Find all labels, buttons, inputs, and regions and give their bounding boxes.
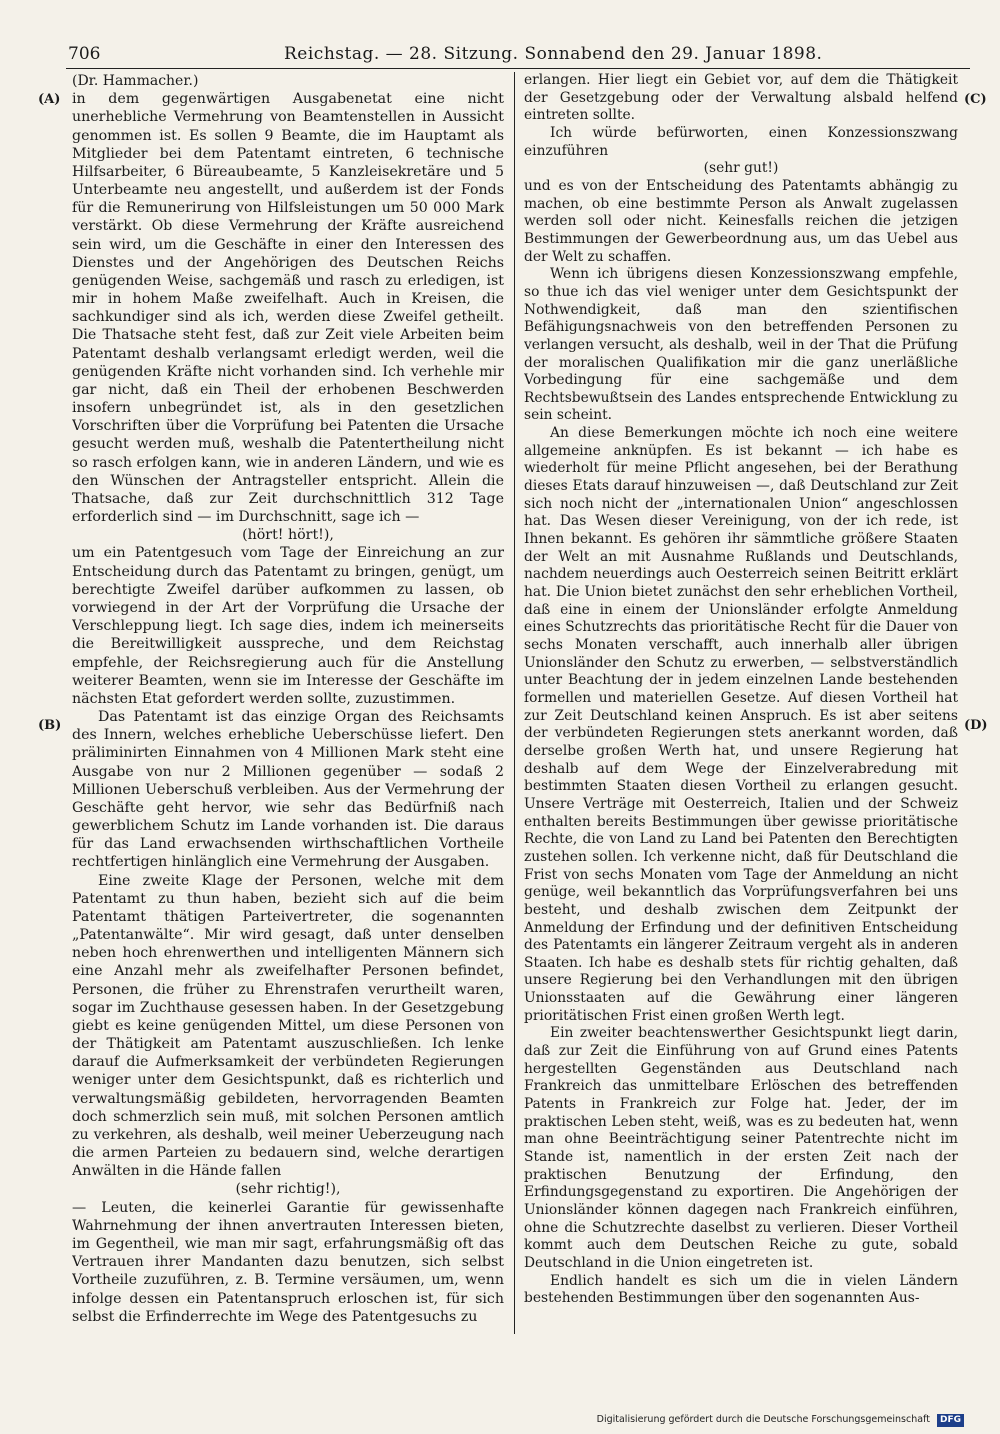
credit-text: Digitalisierung gefördert durch die Deutsche Forschungsgemeinschaft — [596, 1414, 930, 1425]
paragraph: — Leuten, die keinerlei Garantie für gewissenhafte Wahrnehmung der ihnen anvertrauten Interessen bieten, im Gegentheil, wie man mir sagt, erfahrungsmäßig oft das Vertrauen ihrer Mandanten dazu benutzen, sich selbst Vortheile zuzuführen, z. B. Termine versäumen, um, wenn infolge dessen ein Patentanspruch erloschen ist, für sich selbst die Erfinderrechte im Wege des Patentgesuchs zu — [72, 1199, 504, 1325]
paragraph: Endlich handelt es sich um die in vielen Ländern bestehenden Bestimmungen über den sogenannten Aus- — [524, 1272, 958, 1307]
section-marker-b: (B) — [38, 718, 62, 733]
left-column — [72, 72, 504, 1352]
page-header — [66, 42, 970, 66]
paragraph: Ein zweiter beachtenswerther Gesichtspunkt liegt darin, daß zur Zeit die Einführung von auf Grund eines Patents hergestellten Gegenständen aus Deutschland nach Frankreich das unmittelbare Erlöschen des betreffenden Patents in Frankreich zur Folge hat. Jeder, der im praktischen Leben steht, weiß, was es zu bedeuten hat, wenn man ohne Beeinträchtigung seiner Patentrechte nicht im Stande ist, namentlich in der ersten Zeit nach der praktischen Benutzung der Erfindung, den Erfindungsgegenstand zu exportiren. Die Angehörigen der Unionsländer können dagegen nach Frankreich einführen, ohne die Schutzrechte daselbst zu verlieren. Dieser Vortheil kommt auch dem Deutschen Reiche zu gute, sobald Deutschland in die Union eingetreten ist. — [524, 1025, 958, 1271]
paragraph: und es von der Entscheidung des Patentamts abhängig zu machen, ob eine bestimmte Person als Anwalt zugelassen werden soll oder nicht. Keinesfalls reichen die jetzigen Bestimmungen der Gewerbeordnung aus, um das Uebel aus der Welt zu schaffen. — [524, 177, 958, 265]
paragraph: Wenn ich übrigens diesen Konzessionszwang empfehle, so thue ich das viel weniger unter dem Gesichtspunkt der Nothwendigkeit, daß man den szientifischen Befähigungsnachweis von den betreffenden Personen zu verlangen versucht, als deshalb, weil in der That die Prüfung der moralischen Qualifikation mir die ganz unerläßliche Vorbedingung für eine sachgemäße und dem Rechtsbewußtsein des Landes entsprechende Entwicklung zu sein scheint. — [524, 266, 958, 424]
paragraph: Eine zweite Klage der Personen, welche mit dem Patentamt zu thun haben, bezieht sich auf die beim Patentamt thätigen Parteivertreter, die sogenannten „Patentanwälte“. Mir wird gesagt, daß unter denselben neben hoch ehrenwerthen und intelligenten Männern sich eine Anzahl mehr als zweifelhafter Personen befindet, Personen, die früher zu Ehrenstrafen verurtheilt waren, sogar im Zuchthause gesessen haben. In der Gesetzgebung giebt es keine genügenden Mittel, um diese Personen von der Thätigkeit am Patentamt auszuschließen. Ich lenke darauf die Aufmerksamkeit der verbündeten Regierungen weniger unter dem Gesichtspunkt, daß es richterlich und verwaltungsmäßig gebildeten, hervorragenden Beamten doch schmerzlich sein muß, mit solchen Personen amtlich zu verkehren, als deshalb, weil meiner Ueberzeugung nach die armen Parteien zu bedauern sind, welche derartigen Anwälten in die Hände fallen — [72, 872, 504, 1180]
page-number: 706 — [68, 44, 101, 64]
right-column — [524, 72, 958, 1322]
paragraph: um ein Patentgesuch vom Tage der Einreichung an zur Entscheidung durch das Patentamt zu bringen, genügt, um berechtigte Zweifel darüber aufkommen zu lassen, ob vorwiegend in der Art der Vorprüfung die Ursache der Verschleppung liegt. Ich sage dies, indem ich meinerseits die Bereitwilligkeit ausspreche, und dem Reichstag empfehle, der Reichsregierung auch für die Anstellung weiterer Beamten, wenn sie im Interesse der Geschäfte im nächsten Etat gefordert werden sollte, zuzustimmen. — [72, 545, 504, 707]
interjection: (sehr gut!) — [703, 160, 779, 177]
paragraph: erlangen. Hier liegt ein Gebiet vor, auf dem die Thätigkeit der Gesetzgebung oder der Verwaltung alsbald helfend eintreten sollte. — [524, 72, 958, 124]
section-marker-c: (C) — [964, 92, 987, 107]
section-marker-d: (D) — [964, 718, 988, 733]
interjection: (hört! hört!), — [242, 527, 334, 544]
column-divider — [514, 72, 515, 1334]
paragraph: Das Patentamt ist das einzige Organ des Reichsamts des Innern, welches erhebliche Ueberschüsse liefert. Den präliminirten Einnahmen von 4 Millionen Mark steht eine Ausgabe von nur 2 Millionen gegenüber — sodaß 2 Millionen Ueberschuß verbleiben. Aus der Vermehrung der Geschäfte geht hervor, wie sehr das Bedürfniß nach gewerblichem Schutz im Lande vorhanden ist. Die daraus für das Land erwachsenden wirthschaftlichen Vortheile rechtfertigen hinlänglich eine Vermehrung der Ausgaben. — [72, 709, 504, 871]
speaker-name: (Dr. Hammacher.) — [72, 73, 199, 89]
section-marker-a: (A) — [38, 92, 61, 107]
dfg-logo: DFG — [937, 1414, 964, 1427]
paragraph: in dem gegenwärtigen Ausgabenetat eine nicht unerhebliche Vermehrung von Beamtenstellen in Aussicht genommen ist. Es sollen 9 Beamte, die im Hauptamt als Mitglieder bei dem Patentamt eintreten, 6 technische Hilfsarbeiter, 6 Büreaubeamte, 5 Kanzleisekretäre und 5 Unterbeamte neu angestellt, und außerdem ist der Fonds für die Remunerirung von Hilfsleistungen um 50 000 Mark verstärkt. Ob diese Vermehrung der Kräfte ausreichend sein wird, um die Geschäfte in einer den Interessen des Dienstes und der Angehörigen des Deutschen Reichs genügenden Weise, sachgemäß und rasch zu erledigen, ist mir in hohem Maße zweifelhaft. Auch in Kreisen, die sachkundiger sind als ich, werden diese Zweifel getheilt. Die Thatsache steht fest, daß zur Zeit viele Arbeiten beim Patentamt deshalb verlangsamt erledigt werden, weil die genügenden Kräfte nicht vorhanden sind. Ich verhehle mir gar nicht, daß ein Theil der erhobenen Beschwerden insofern unbegründet ist, als in den gesetzlichen Vorschriften über die Vorprüfung bei Patenten die Ursache gesucht werden muß, weshalb die Patentertheilung nicht so rasch erfolgen kann, wie in anderen Ländern, und wie es den Wünschen der Antragsteller entspricht. Allein die Thatsache, daß zur Zeit durchschnittlich 312 Tage erforderlich sind — im Durchschnitt, sage ich — — [72, 91, 504, 526]
paragraph: Ich würde befürworten, einen Konzessionszwang einzuführen — [524, 124, 958, 159]
paragraph: An diese Bemerkungen möchte ich noch eine weitere allgemeine anknüpfen. Es ist bekannt — ich habe es wiederholt für meine Pflicht angesehen, bei der Berathung dieses Etats darauf hinzuweisen —, daß Deutschland zur Zeit sich noch nicht der „internationalen Union“ angeschlossen hat. Das Wesen dieser Vereinigung, von der ich rede, ist Ihnen bekannt. Es gehören ihr sämmtliche größere Staaten der Welt an mit Ausnahme Rußlands und Deutschlands, nachdem neuerdings auch Oesterreich seinen Beitritt erklärt hat. Die Union bietet zunächst den sehr erheblichen Vortheil, daß eine in einem der Unionsländer erfolgte Anmeldung eines Schutzrechts das prioritätische Recht für die Dauer von sechs Monaten verschafft, auch innerhalb aller übrigen Unionsländer den Schutz zu erwerben, — selbstverständlich unter Beachtung der in jedem einzelnen Lande bestehenden formellen und materiellen Gesetze. Auf diesen Vortheil hat zur Zeit Deutschland keinen Anspruch. Es ist aber seitens der verbündeten Regierungen stets anerkannt worden, daß derselbe großen Werth hat, und unsere Regierung hat deshalb auf dem Wege der Einzelverabredung mit bestimmten Staaten diesen Vortheil zu erlangen gesucht. Unsere Verträge mit Oesterreich, Italien und der Schweiz enthalten bereits Bestimmungen über gewisse prioritätische Rechte, die von Land zu Land bei Patenten den Berechtigten zustehen sollen. Ich verkenne nicht, daß für Deutschland die Frist von sechs Monaten vom Tage der Anmeldung an nicht genüge, weil bekanntlich das Vorprüfungsverfahren bei uns besteht, und deshalb zwischen dem Zeitpunkt der Anmeldung der Erfindung und der definitiven Entscheidung des Patentamts ein längerer Zeitraum vergeht als in anderen Staaten. Ich habe es deshalb stets für richtig gehalten, daß unsere Regierung bei den Verhandlungen mit den übrigen Unionsstaaten auf die Gewährung einer längeren prioritätischen Frist einen großen Werth legt. — [524, 425, 958, 1024]
interjection: (sehr richtig!), — [235, 1181, 341, 1198]
header-rule — [66, 68, 970, 69]
digitization-credit — [597, 1412, 964, 1428]
running-title: Reichstag. — 28. Sitzung. Sonnabend den 29. Januar 1898. — [284, 44, 823, 64]
